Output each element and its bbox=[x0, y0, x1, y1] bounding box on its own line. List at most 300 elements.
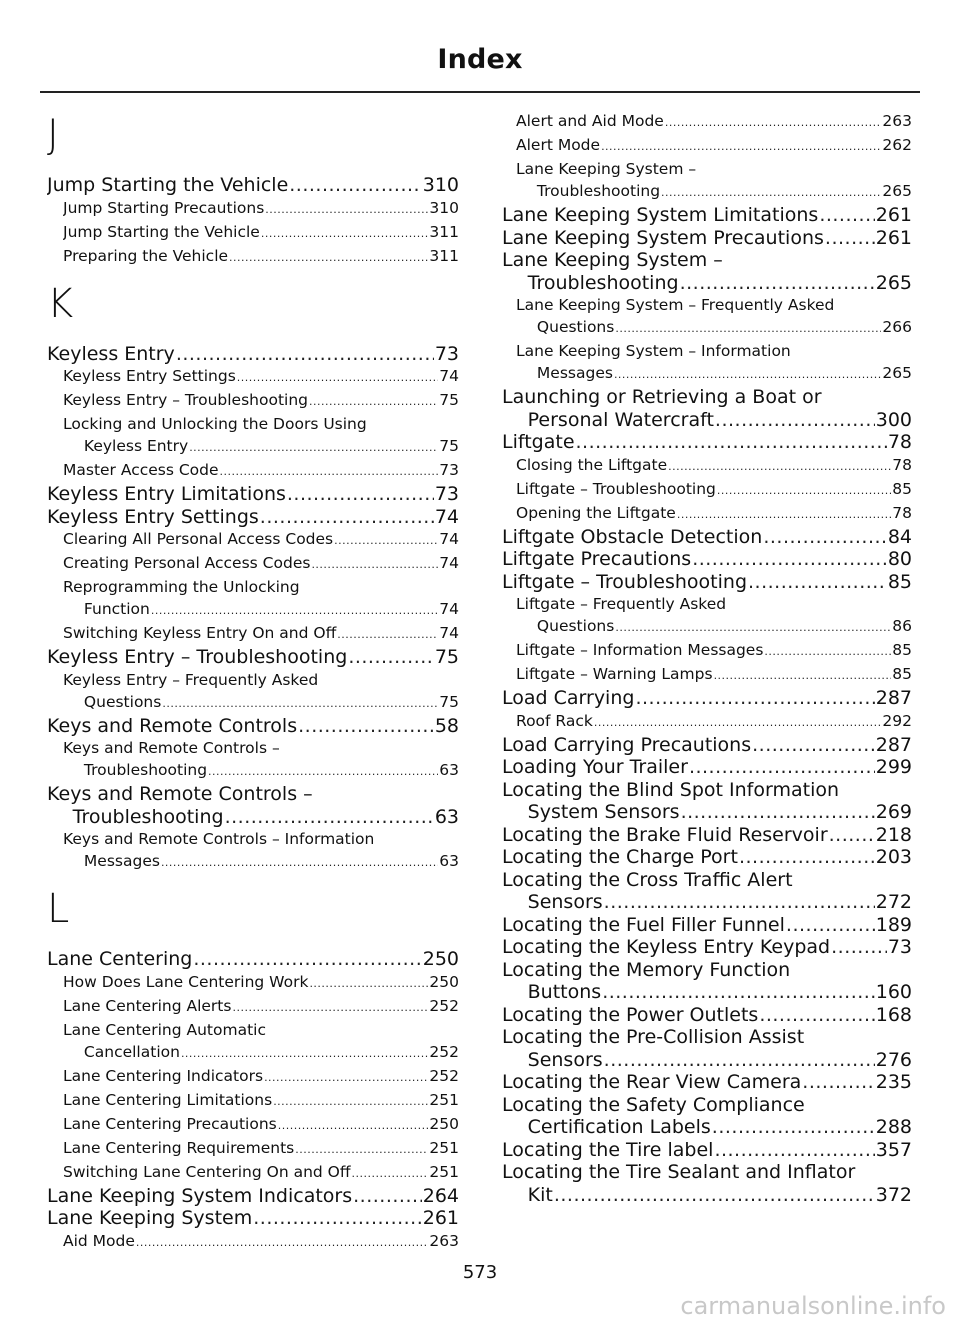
entry-text: Jump Starting the Vehicle bbox=[63, 222, 260, 241]
entry-text: Locating the Power Outlets bbox=[502, 1003, 759, 1026]
entry-text: Function bbox=[83, 600, 150, 618]
entry-text: Lane Centering Precautions bbox=[63, 1114, 277, 1133]
dot-leader bbox=[614, 364, 881, 386]
entry-page-number[interactable]: 251 bbox=[429, 1162, 459, 1181]
entry-page-number[interactable]: 310 bbox=[422, 174, 459, 196]
dot-leader bbox=[337, 624, 438, 646]
entry-page-number[interactable]: 250 bbox=[429, 1114, 459, 1133]
index-subentry[interactable] bbox=[502, 110, 912, 134]
entry-text: Aid Mode bbox=[63, 1231, 135, 1250]
entry-lead-line bbox=[516, 294, 912, 316]
entry-line bbox=[502, 431, 912, 454]
index-subentry[interactable] bbox=[502, 134, 912, 158]
index-entry[interactable] bbox=[502, 959, 912, 1004]
index-entry[interactable] bbox=[47, 948, 459, 971]
entry-page-number[interactable]: 372 bbox=[875, 1183, 912, 1206]
index-subentry[interactable] bbox=[502, 639, 912, 663]
dot-leader bbox=[220, 461, 439, 483]
index-subentry[interactable] bbox=[47, 245, 459, 269]
entry-page-number[interactable]: 252 bbox=[429, 1042, 459, 1061]
entry-lead-text: Launching or Retrieving a Boat or bbox=[502, 386, 822, 408]
entry-line bbox=[502, 1049, 912, 1072]
dot-leader bbox=[260, 506, 434, 529]
index-entry[interactable] bbox=[47, 1207, 459, 1230]
entry-lead-line bbox=[502, 1161, 912, 1184]
entry-lead-line bbox=[516, 340, 912, 362]
entry-page-number[interactable]: 75 bbox=[434, 646, 459, 668]
entry-line bbox=[63, 1230, 459, 1254]
index-entry[interactable] bbox=[502, 571, 912, 594]
entry-lead-text: Lane Keeping System – Frequently Asked bbox=[516, 296, 835, 314]
index-subentry[interactable] bbox=[502, 294, 912, 340]
entry-line bbox=[516, 710, 912, 734]
entry-line bbox=[63, 1161, 459, 1185]
entry-text: Liftgate – Information Messages bbox=[516, 641, 764, 659]
entry-line bbox=[47, 715, 459, 738]
index-subentry[interactable] bbox=[47, 1065, 459, 1089]
entry-line bbox=[63, 389, 459, 413]
entry-line bbox=[502, 1139, 912, 1162]
entry-line bbox=[502, 846, 912, 869]
dot-leader bbox=[136, 1232, 428, 1254]
index-entry[interactable] bbox=[47, 174, 459, 197]
entry-line bbox=[63, 197, 459, 221]
entry-page-number[interactable]: 74 bbox=[439, 367, 459, 385]
entry-line bbox=[502, 1184, 912, 1207]
dot-leader bbox=[352, 1163, 429, 1185]
entry-page-number[interactable]: 287 bbox=[875, 687, 912, 709]
entry-lead-line bbox=[63, 828, 459, 850]
entry-page-number[interactable]: 78 bbox=[887, 431, 912, 453]
entry-line bbox=[63, 1113, 459, 1137]
entry-page-number[interactable]: 74 bbox=[439, 600, 459, 618]
entry-page-number[interactable]: 252 bbox=[429, 996, 459, 1015]
dot-leader bbox=[232, 997, 428, 1019]
entry-page-number[interactable]: 74 bbox=[439, 554, 459, 572]
entry-page-number[interactable]: 292 bbox=[882, 711, 912, 730]
entry-page-number[interactable]: 74 bbox=[439, 624, 459, 642]
dot-leader bbox=[594, 712, 882, 734]
entry-page-number[interactable]: 85 bbox=[892, 479, 912, 498]
entry-page-number[interactable]: 73 bbox=[887, 936, 912, 958]
dot-leader bbox=[764, 641, 891, 663]
entry-page-number[interactable]: 189 bbox=[875, 913, 912, 936]
entry-page-number[interactable]: 288 bbox=[875, 1116, 912, 1138]
entry-text: Switching Keyless Entry On and Off bbox=[63, 624, 337, 642]
entry-page-number[interactable]: 357 bbox=[875, 1138, 912, 1161]
dot-leader bbox=[264, 1067, 428, 1089]
entry-page-number[interactable]: 311 bbox=[429, 222, 459, 241]
entry-lead-text: Keys and Remote Controls – bbox=[63, 739, 280, 757]
entry-page-number[interactable]: 261 bbox=[875, 226, 912, 249]
entry-line bbox=[47, 343, 459, 366]
entry-line bbox=[63, 552, 459, 576]
entry-page-number[interactable]: 287 bbox=[875, 733, 912, 756]
entry-text: Liftgate – Warning Lamps bbox=[516, 665, 713, 683]
index-subentry[interactable] bbox=[47, 669, 459, 715]
entry-lead-line bbox=[63, 413, 459, 435]
entry-lead-text: Lane Keeping System – bbox=[516, 160, 697, 178]
dot-leader bbox=[712, 1116, 875, 1139]
entry-line bbox=[516, 502, 912, 526]
entry-page-number[interactable]: 203 bbox=[875, 846, 912, 868]
index-entry[interactable] bbox=[502, 386, 912, 431]
dot-leader bbox=[348, 646, 434, 669]
entry-page-number[interactable]: 73 bbox=[434, 483, 459, 505]
entry-page-number[interactable]: 168 bbox=[875, 1003, 912, 1026]
entry-text: Keyless Entry – Troubleshooting bbox=[63, 391, 308, 409]
index-entry[interactable] bbox=[502, 1071, 912, 1094]
entry-text: Sensors bbox=[527, 891, 603, 913]
dot-leader bbox=[237, 367, 439, 389]
index-subentry[interactable] bbox=[47, 197, 459, 221]
dot-leader bbox=[665, 112, 882, 134]
dot-leader bbox=[261, 223, 429, 245]
entry-page-number[interactable]: 85 bbox=[892, 665, 912, 683]
entry-page-number[interactable]: 311 bbox=[429, 246, 459, 265]
entry-line bbox=[47, 1185, 459, 1208]
entry-text: Lane Centering bbox=[47, 948, 193, 970]
entry-line bbox=[502, 272, 912, 295]
entry-line bbox=[502, 824, 912, 847]
dot-leader bbox=[604, 891, 875, 914]
index-entry[interactable] bbox=[502, 734, 912, 757]
index-entry[interactable] bbox=[502, 869, 912, 914]
entry-text: Keyless Entry Settings bbox=[47, 505, 259, 528]
entry-page-number[interactable]: 160 bbox=[875, 981, 912, 1003]
index-subentry[interactable] bbox=[47, 413, 459, 459]
dot-leader bbox=[311, 554, 438, 576]
entry-page-number[interactable]: 63 bbox=[439, 761, 459, 779]
index-entry[interactable] bbox=[47, 783, 459, 828]
dot-leader bbox=[295, 1139, 428, 1161]
entry-page-number[interactable]: 266 bbox=[882, 318, 912, 336]
entry-line bbox=[516, 663, 912, 687]
entry-line bbox=[516, 134, 912, 158]
dot-leader bbox=[576, 431, 887, 454]
entry-text: Roof Rack bbox=[516, 711, 593, 730]
index-entry[interactable] bbox=[502, 1161, 912, 1206]
entry-text: Lane Centering Requirements bbox=[63, 1138, 295, 1157]
dot-leader bbox=[635, 687, 874, 710]
dot-leader bbox=[309, 973, 428, 995]
dot-leader bbox=[287, 483, 434, 506]
entry-line bbox=[502, 1116, 912, 1139]
entry-line bbox=[47, 174, 459, 197]
entry-line bbox=[63, 850, 459, 874]
entry-text: Locating the Rear View Camera bbox=[502, 1071, 802, 1093]
entry-text: Closing the Liftgate bbox=[516, 455, 668, 474]
entry-page-number[interactable]: 272 bbox=[875, 891, 912, 913]
entry-page-number[interactable]: 262 bbox=[882, 136, 912, 154]
entry-page-number[interactable]: 265 bbox=[875, 271, 912, 294]
entry-text: Questions bbox=[536, 318, 615, 336]
index-entry[interactable] bbox=[502, 779, 912, 824]
entry-lead-text: Locking and Unlocking the Doors Using bbox=[63, 415, 367, 433]
entry-lead-text: Locating the Memory Function bbox=[502, 958, 791, 981]
index-subentry[interactable] bbox=[502, 158, 912, 204]
entry-page-number[interactable]: 310 bbox=[429, 198, 459, 217]
entry-text: Loading Your Trailer bbox=[502, 756, 688, 778]
dot-leader bbox=[714, 665, 892, 687]
entry-line bbox=[502, 571, 912, 594]
entry-line bbox=[63, 995, 459, 1019]
entry-line bbox=[63, 598, 459, 622]
entry-text: Preparing the Vehicle bbox=[63, 246, 229, 265]
index-entry[interactable] bbox=[502, 431, 912, 454]
dot-leader bbox=[253, 1207, 422, 1230]
dot-leader bbox=[615, 617, 891, 639]
dot-leader bbox=[677, 504, 891, 526]
watermark: carmanualsonline.info bbox=[680, 1292, 946, 1320]
entry-page-number[interactable]: 75 bbox=[439, 437, 459, 455]
dot-leader bbox=[193, 948, 421, 971]
index-subentry[interactable] bbox=[502, 663, 912, 687]
entry-page-number[interactable]: 299 bbox=[875, 756, 912, 778]
entry-page-number[interactable]: 218 bbox=[875, 823, 912, 846]
index-entry[interactable] bbox=[502, 687, 912, 710]
entry-page-number[interactable]: 250 bbox=[429, 972, 459, 991]
index-subentry[interactable] bbox=[47, 552, 459, 576]
index-subentry[interactable] bbox=[47, 1137, 459, 1161]
entry-page-number[interactable]: 276 bbox=[875, 1048, 912, 1071]
dot-leader bbox=[831, 936, 887, 959]
header-divider bbox=[40, 91, 920, 93]
entry-text: Lane Centering Indicators bbox=[63, 1066, 264, 1085]
entry-page-number[interactable]: 265 bbox=[882, 182, 912, 200]
entry-text: Questions bbox=[83, 692, 162, 711]
index-entry[interactable] bbox=[502, 249, 912, 294]
index-entry[interactable] bbox=[502, 526, 912, 549]
letter-spacer bbox=[47, 160, 459, 174]
entry-page-number[interactable]: 78 bbox=[892, 455, 912, 474]
index-subentry[interactable] bbox=[502, 454, 912, 478]
index-entry[interactable] bbox=[502, 846, 912, 869]
entry-text: Cancellation bbox=[83, 1042, 180, 1061]
index-entry[interactable] bbox=[502, 1026, 912, 1071]
entry-text: Liftgate bbox=[502, 431, 575, 453]
entry-line bbox=[63, 971, 459, 995]
entry-lead-line bbox=[502, 779, 912, 802]
entry-page-number[interactable]: 300 bbox=[875, 408, 912, 431]
entry-text: Locating the Tire label bbox=[502, 1138, 714, 1161]
entry-page-number[interactable]: 84 bbox=[887, 525, 912, 548]
index-entry[interactable] bbox=[47, 715, 459, 738]
entry-line bbox=[516, 454, 912, 478]
entry-line bbox=[516, 478, 912, 502]
index-entry[interactable] bbox=[47, 1185, 459, 1208]
entry-text: Sensors bbox=[527, 1048, 603, 1071]
entry-lead-line bbox=[63, 576, 459, 598]
entry-page-number[interactable]: 75 bbox=[439, 391, 459, 409]
index-subentry[interactable] bbox=[502, 478, 912, 502]
index-entry[interactable] bbox=[502, 204, 912, 227]
entry-page-number[interactable]: 63 bbox=[434, 805, 459, 828]
index-subentry[interactable] bbox=[47, 1230, 459, 1254]
index-entry[interactable] bbox=[47, 343, 459, 366]
index-subentry[interactable] bbox=[502, 593, 912, 639]
entry-page-number[interactable]: 251 bbox=[429, 1090, 459, 1109]
index-entry[interactable] bbox=[502, 756, 912, 779]
entry-page-number[interactable]: 261 bbox=[875, 204, 912, 226]
dot-leader bbox=[689, 756, 875, 779]
entry-text: Keyless Entry bbox=[47, 342, 175, 365]
entry-text: Kit bbox=[527, 1183, 553, 1206]
entry-text: Master Access Code bbox=[63, 461, 219, 479]
dot-leader bbox=[715, 409, 875, 432]
entry-page-number[interactable]: 269 bbox=[875, 801, 912, 823]
entry-page-number[interactable]: 74 bbox=[439, 530, 459, 548]
entry-page-number[interactable]: 86 bbox=[892, 617, 912, 635]
entry-line bbox=[502, 687, 912, 710]
entry-page-number[interactable]: 235 bbox=[875, 1071, 912, 1093]
entry-text: Messages bbox=[536, 364, 613, 382]
entry-page-number[interactable]: 250 bbox=[422, 948, 459, 970]
entry-page-number[interactable]: 85 bbox=[887, 570, 912, 593]
section-letter: K bbox=[47, 280, 74, 327]
entry-text: Keys and Remote Controls bbox=[47, 714, 298, 737]
dot-leader bbox=[289, 174, 421, 197]
index-entry[interactable] bbox=[502, 824, 912, 847]
index-column-left bbox=[47, 110, 459, 1254]
entry-page-number[interactable]: 252 bbox=[429, 1066, 459, 1085]
entry-text: Liftgate Obstacle Detection bbox=[502, 525, 763, 548]
entry-page-number[interactable]: 58 bbox=[434, 714, 459, 737]
entry-line bbox=[63, 528, 459, 552]
index-subentry[interactable] bbox=[47, 1019, 459, 1065]
index-subentry[interactable] bbox=[47, 389, 459, 413]
entry-page-number[interactable]: 264 bbox=[422, 1184, 459, 1207]
entry-page-number[interactable]: 261 bbox=[422, 1207, 459, 1229]
entry-text: Keyless Entry – Troubleshooting bbox=[47, 646, 348, 668]
entry-line bbox=[63, 622, 459, 646]
entry-lead-text: Lane Keeping System – Information bbox=[516, 342, 791, 360]
entry-lead-text: Locating the Tire Sealant and Inflator bbox=[502, 1161, 856, 1183]
index-subentry[interactable] bbox=[47, 737, 459, 783]
entry-text: Creating Personal Access Codes bbox=[63, 554, 311, 572]
entry-text: Jump Starting Precautions bbox=[63, 198, 265, 217]
entry-line bbox=[502, 936, 912, 959]
index-entry[interactable] bbox=[47, 506, 459, 529]
index-subentry[interactable] bbox=[47, 528, 459, 552]
entry-text: Questions bbox=[536, 617, 615, 635]
dot-leader bbox=[681, 801, 875, 824]
entry-line bbox=[63, 435, 459, 459]
index-subentry[interactable] bbox=[47, 576, 459, 622]
index-entry[interactable] bbox=[502, 1139, 912, 1162]
entry-lead-line bbox=[502, 869, 912, 892]
entry-page-number[interactable]: 63 bbox=[439, 852, 459, 870]
entry-lead-text: Lane Keeping System – bbox=[502, 249, 723, 271]
index-subentry[interactable] bbox=[47, 1113, 459, 1137]
entry-lead-text: Keys and Remote Controls – bbox=[47, 783, 313, 805]
entry-text: Troubleshooting bbox=[536, 182, 661, 200]
entry-text: Locating the Fuel Filler Funnel bbox=[502, 913, 785, 936]
index-subentry[interactable] bbox=[47, 995, 459, 1019]
index-entry[interactable] bbox=[502, 1094, 912, 1139]
entry-page-number[interactable]: 251 bbox=[429, 1138, 459, 1157]
entry-page-number[interactable]: 75 bbox=[439, 692, 459, 711]
entry-line bbox=[502, 734, 912, 757]
dot-leader bbox=[752, 734, 875, 757]
index-entry[interactable] bbox=[47, 646, 459, 669]
index-subentry[interactable] bbox=[47, 971, 459, 995]
entry-page-number[interactable]: 73 bbox=[434, 342, 459, 365]
index-entry[interactable] bbox=[502, 227, 912, 250]
index-entry[interactable] bbox=[502, 936, 912, 959]
dot-leader bbox=[819, 204, 874, 227]
entry-page-number[interactable]: 73 bbox=[439, 461, 459, 479]
letter-spacer bbox=[47, 874, 459, 884]
index-entry[interactable] bbox=[502, 1004, 912, 1027]
entry-text: Keyless Entry bbox=[83, 437, 189, 455]
entry-page-number[interactable]: 263 bbox=[429, 1231, 459, 1250]
entry-line bbox=[47, 948, 459, 971]
entry-page-number[interactable]: 263 bbox=[882, 112, 912, 130]
entry-text: Messages bbox=[83, 852, 160, 870]
entry-text: Keyless Entry Limitations bbox=[47, 483, 286, 505]
index-subentry[interactable] bbox=[47, 1089, 459, 1113]
entry-text: Alert Mode bbox=[516, 136, 601, 154]
entry-lead-text: Keys and Remote Controls – Information bbox=[63, 830, 375, 848]
entry-page-number[interactable]: 78 bbox=[892, 503, 912, 522]
entry-line bbox=[47, 806, 459, 829]
letter-spacer bbox=[47, 934, 459, 948]
entry-page-number[interactable]: 85 bbox=[892, 641, 912, 659]
index-subentry[interactable] bbox=[502, 502, 912, 526]
index-entry[interactable] bbox=[502, 548, 912, 571]
entry-text: Lane Centering Alerts bbox=[63, 996, 232, 1015]
entry-line bbox=[63, 221, 459, 245]
dot-leader bbox=[680, 272, 875, 295]
entry-text: Jump Starting the Vehicle bbox=[47, 174, 289, 196]
entry-line bbox=[502, 204, 912, 227]
index-subentry[interactable] bbox=[47, 459, 459, 483]
entry-page-number[interactable]: 74 bbox=[434, 505, 459, 528]
dot-leader bbox=[604, 1049, 875, 1072]
section-letter: J bbox=[47, 112, 59, 158]
entry-text: Lane Centering Limitations bbox=[63, 1090, 273, 1109]
dot-leader bbox=[802, 1071, 874, 1094]
entry-text: Switching Lane Centering On and Off bbox=[63, 1162, 351, 1181]
index-subentry[interactable] bbox=[47, 365, 459, 389]
index-entry[interactable] bbox=[502, 914, 912, 937]
entry-line bbox=[516, 180, 912, 204]
entry-lead-line bbox=[502, 1026, 912, 1049]
entry-text: Lane Keeping System Limitations bbox=[502, 204, 819, 226]
index-subentry[interactable] bbox=[47, 1161, 459, 1185]
entry-text: Liftgate Precautions bbox=[502, 548, 692, 570]
entry-page-number[interactable]: 80 bbox=[887, 548, 912, 570]
index-subentry[interactable] bbox=[47, 622, 459, 646]
entry-page-number[interactable]: 265 bbox=[882, 364, 912, 382]
entry-line bbox=[502, 548, 912, 571]
entry-text: Locating the Keyless Entry Keypad bbox=[502, 936, 831, 958]
dot-leader bbox=[661, 182, 881, 204]
entry-text: Locating the Brake Fluid Reservoir bbox=[502, 823, 828, 846]
index-entry[interactable] bbox=[47, 483, 459, 506]
entry-line bbox=[516, 316, 912, 340]
entry-lead-line bbox=[63, 1019, 459, 1041]
index-subentry[interactable] bbox=[47, 221, 459, 245]
entry-line bbox=[516, 639, 912, 663]
dot-leader bbox=[151, 600, 438, 622]
entry-line bbox=[47, 1207, 459, 1230]
index-subentry[interactable] bbox=[502, 340, 912, 386]
index-subentry[interactable] bbox=[47, 828, 459, 874]
index-subentry[interactable] bbox=[502, 710, 912, 734]
dot-leader bbox=[714, 1139, 874, 1162]
